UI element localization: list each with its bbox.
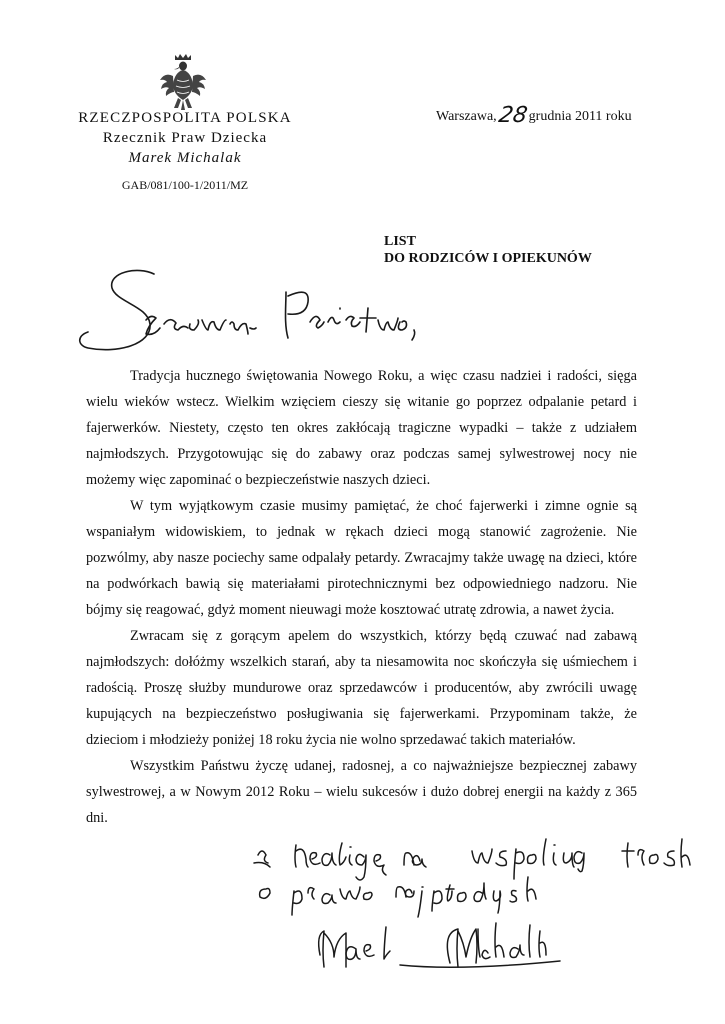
- date-place: Warszawa,: [436, 109, 497, 124]
- handwritten-line-2: [260, 877, 536, 917]
- paragraph-2: W tym wyjątkowym czasie musimy pamiętać, że choć fajerwerki i zimne ognie są wspaniałym widowiskiem, to jednak w rękach dzieci mogą stanowić zagrożenie. Nie pozwólmy, aby nasze pociechy same odpalały petardy. Zwracajmy także uwagę na dzieci, które na podwórkach bawią się materiałami pirotechnicznymi bez odpowiedniego nadzoru. Nie bójmy się reagować, gdyż moment nieuwagi może kosztować utratę zdrowia, a nawet życia.: [86, 498, 637, 618]
- dateline: [436, 101, 632, 126]
- polish-eagle-emblem-icon: [158, 52, 208, 112]
- handwritten-salutation: [78, 262, 428, 374]
- paragraph-3: Zwracam się z gorącym apelem do wszystkich, którzy będą czuwać nad zabawą najmłodszych: dołóżmy wszelkich starań, aby ta niesamowita noc skończyła się uśmiechem i radością. Proszę służby mundurowe oraz sprzedawców i producentów, aby zwrócili uwagę kupujących na bezpieczeństwo posługiwania się fajerwerkami. Przypominam także, że dzieciom i młodzieży poniżej 18 roku życia nie wolno sprzedawać takich materiałów.: [86, 628, 637, 748]
- issuer-block: [60, 108, 310, 169]
- issuer-name: Marek Michalak: [128, 150, 242, 166]
- paragraph-4: Wszystkim Państwu życzę udanej, radosnej, a co najważniejsze bezpiecznej zabawy sylwestrowej, a w Nowym 2012 Roku – wielu sukcesów i dużo dobrej energii na każdy z 365 dni.: [86, 758, 637, 826]
- date-month-year: grudnia 2011 roku: [528, 109, 632, 124]
- paragraph-1: Tradycja hucznego świętowania Nowego Roku, a więc czasu nadziei i radości, sięga wielu wieków wstecz. Wielkim wzięciem cieszy się witanie go poprzez odpalanie petard i fajerwerków. Niestety, często ten okres zakłócają tragiczne wypadki – także z udziałem najmłodszych. Przygotowując się do zabawy oraz podczas samej sylwestrowej nocy nie możemy więc zapominać o bezpieczeństwie naszych dzieci.: [86, 368, 637, 488]
- reference-number: GAB/081/100-1/2011/MZ: [121, 178, 249, 192]
- signature-marek-michalak: [319, 923, 560, 967]
- org-name: RZECZPOSPOLITA POLSKA: [78, 110, 292, 126]
- title-line-1: LIST: [384, 234, 416, 249]
- letter-body: [86, 363, 637, 831]
- handwritten-line-1: [254, 839, 690, 880]
- office-name: Rzecznik Praw Dziecka: [102, 130, 268, 146]
- handwritten-closing-and-signature: [250, 825, 695, 985]
- title-line-2: DO RODZICÓW I OPIEKUNÓW: [384, 251, 592, 266]
- date-day-handwritten: 28: [496, 103, 529, 128]
